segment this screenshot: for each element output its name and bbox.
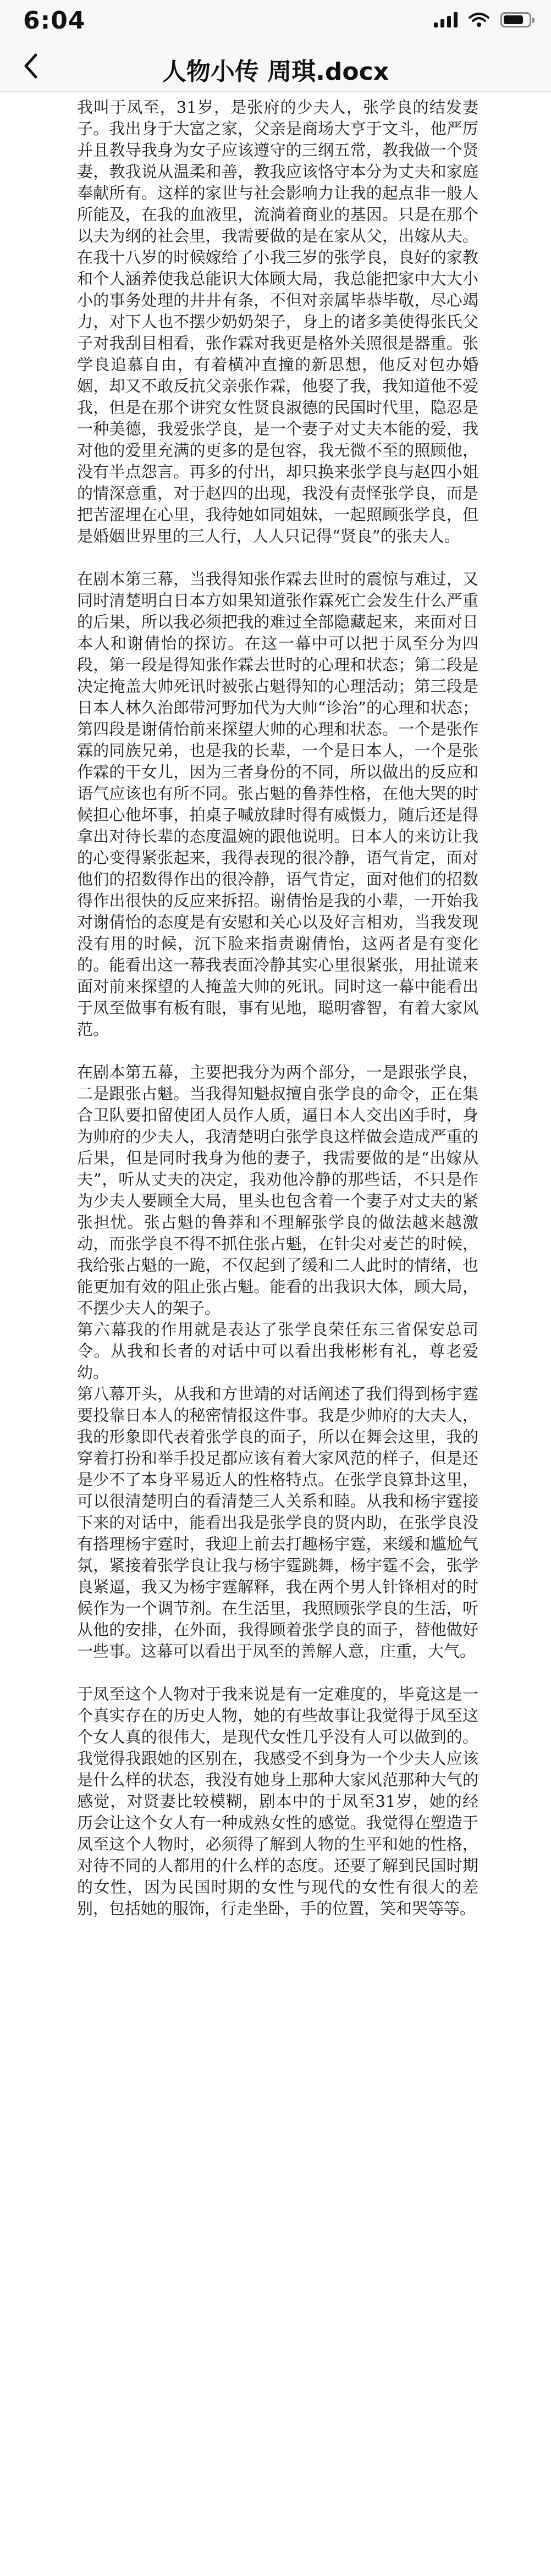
paragraph-act-eight: 第八幕开头，从我和方世靖的对话阐述了我们得到杨宇霆要投靠日本人的秘密情报这件事。我是少帅府的大夫人，我的形象即代表着张学良的面子，所以在舞会这里，我的穿着打扮和举手投足都应该有着大家风范的样子，但是还是少不了本身平易近人的性格特点。在张学良算卦这里，可以很清楚明白的看清楚三人关系和睦。从我和杨宇霆接下来的对话中，能看出我是张学良的贤内助，在张学良没有搭理杨宇霆时，我迎上前去打趣杨宇霆，来缓和尴尬气氛，紧接着张学良让我与杨宇霆跳舞，杨宇霆不会，张学良紧逼，我又为杨宇霆解释，我在两个男人针锋相对的时候作为一个调节剂。在生活里，我照顾张学良的生活，听从他的安排，在外面，我得顾着张学良的面子，替他做好一些事。这幕可以看出于凤至的善解人意，庄重，大气。 (77, 1384, 478, 1661)
status-icons (434, 12, 531, 27)
battery-icon (500, 12, 531, 27)
paragraph-reflection: 于凤至这个人物对于我来说是有一定难度的，毕竟这是一个真实存在的历史人物，她的有些故事让我觉得于凤至这个女人真的很伟大，是现代女性几乎没有人可以做到的。我觉得我跟她的区别在，我感受不到身为一个少夫人应该是什么样的状态，我没有她身上那种大家风范那种大气的感觉，对贤妻比较模糊，剧本中的于凤至31岁，她的经历会让这个女人有一种成熟女性的感觉。我觉得在塑造于凤至这个人物时，必须得了解到人物的生平和她的性格，对待不同的人都用的什么样的态度。还要了解到民国时期的女性，因为民国时期的女性与现代的女性有很大的差别，包括她的服饰，行走坐卧，手的位置，笑和哭等等。 (77, 1685, 478, 1918)
document-title: 人物小传 周琪.docx (162, 58, 389, 86)
paragraph-act-six: 第六幕我的作用就是表达了张学良荣任东三省保安总司令。从我和长者的对话中可以看出我彬彬有礼，尊老爱幼。 (77, 1320, 478, 1382)
document-body[interactable] (77, 97, 478, 2560)
battery-fill (504, 15, 523, 24)
paragraph-intro: 我叫于凤至，31岁，是张府的少夫人，张学良的结发妻子。我出身于大富之家，父亲是商场大亨于文斗，他严厉并且教导我身为女子应该遵守的三纲五常，教我做一个贤妻，教我说从温柔和善，教我应该恪守本分为丈夫和家庭奉献所有。这样的家世与社会影响力让我的起点非一般人所能及，在我的血液里，流淌着商业的基因。只是在那个以夫为纲的社会里，我需要做的是在家从父，出嫁从夫。在我十八岁的时候嫁给了小我三岁的张学良，良好的家教和个人涵养使我总能识大体顾大局，我总能把家中大大小小的事务处理的井井有条，不但对亲属毕恭毕敬，尽心竭力，对下人也不摆少奶奶架子，身上的诸多美使得张氏父子对我刮目相看，张作霖对我更是格外关照很是器重。张学良追慕自由，有着横冲直撞的新思想，他反对包办婚姻，却又不敢反抗父亲张作霖，他娶了我，我知道他不爱我，但是在那个讲究女性贤良淑德的民国时代里，隐忍是一种美德，我爱张学良，是一个妻子对丈夫本能的爱，我对他的爱里充满的更多的是包容，我无微不至的照顾他，没有半点怨言。再多的付出，却只换来张学良与赵四小姐的情深意重，对于赵四的出现，我没有责怪张学良，而是把苦涩埋在心里，我待她如同姐妹，一起照顾张学良，但是婚姻世界里的三人行，人人只记得“贤良”的张夫人。 (77, 98, 478, 545)
paragraph-act-three: 在剧本第三幕，当我得知张作霖去世时的震惊与难过，又同时清楚明白日本方如果知道张作霖死亡会发生什么严重的后果，所以我必须把我的难过全部隐藏起来，来面对日本人和谢倩怡的探访。在这一幕中可以把于凤至分为四段，第一段是得知张作霖去世时的心理和状态；第二段是决定掩盖大帅死讯时被张占魁得知的心理活动；第三段是日本人林久治郎带河野加代为大帅“诊治”的心理和状态；第四段是谢倩怡前来探望大帅的心理和状态。一个是张作霖的同族兄弟，也是我的长辈，一个是日本人，一个是张作霖的干女儿，因为三者身份的不同，所以做出的反应和语气应该也有所不同。张占魁的鲁莽性格，在他大哭的时候担心他坏事，拍桌子喊放肆时得有威慑力，随后还是得拿出对待长辈的态度温婉的跟他说明。日本人的来访让我的心变得紧张起来，我得表现的很冷静，语气肯定，面对他们的招数得作出的很冷静，语气肯定，面对他们的招数得作出很快的反应来拆招。谢倩怡是我的小辈，一开始我对谢倩怡的态度是有安慰和关心以及好言相劝，当我发现没有用的时候，沉下脸来指责谢倩怡，这两者是有变化的。能看出这一幕我表面冷静其实心里很紧张，用扯谎来面对前来探望的人掩盖大帅的死讯。同时这一幕中能看出于凤至做事有板有眼，事有见地，聪明睿智，有着大家风范。 (77, 570, 478, 1039)
status-bar (0, 0, 551, 40)
wifi-icon (469, 12, 489, 27)
status-time: 6:04 (23, 7, 86, 35)
paragraph-act-five: 在剧本第五幕，主要把我分为两个部分，一是跟张学良，二是跟张占魁。当我得知魁叔擅自张学良的命令，正在集合卫队要扣留使团人员作人质，逼日本人交出凶手时，身为帅府的少夫人，我清楚明白张学良这样做会造成严重的后果，但是同时我身为他的妻子，我需要做的是“出嫁从夫”，听从丈夫的决定，我劝他冷静的那些话，不只是作为少夫人要顾全大局，里头也包含着一个妻子对丈夫的紧张担忧。张占魁的鲁莽和不理解张学良的做法越来越激动，而张学良不得不抓住张占魁，在针尖对麦芒的时候，我给张占魁的一跪，不仅起到了缓和二人此时的情绪，也能更加有效的阻止张占魁。能看的出我识大体，顾大局，不摆少夫人的架子。 (77, 1063, 478, 1317)
nav-bar (0, 40, 551, 92)
cellular-signal-icon (434, 12, 458, 27)
